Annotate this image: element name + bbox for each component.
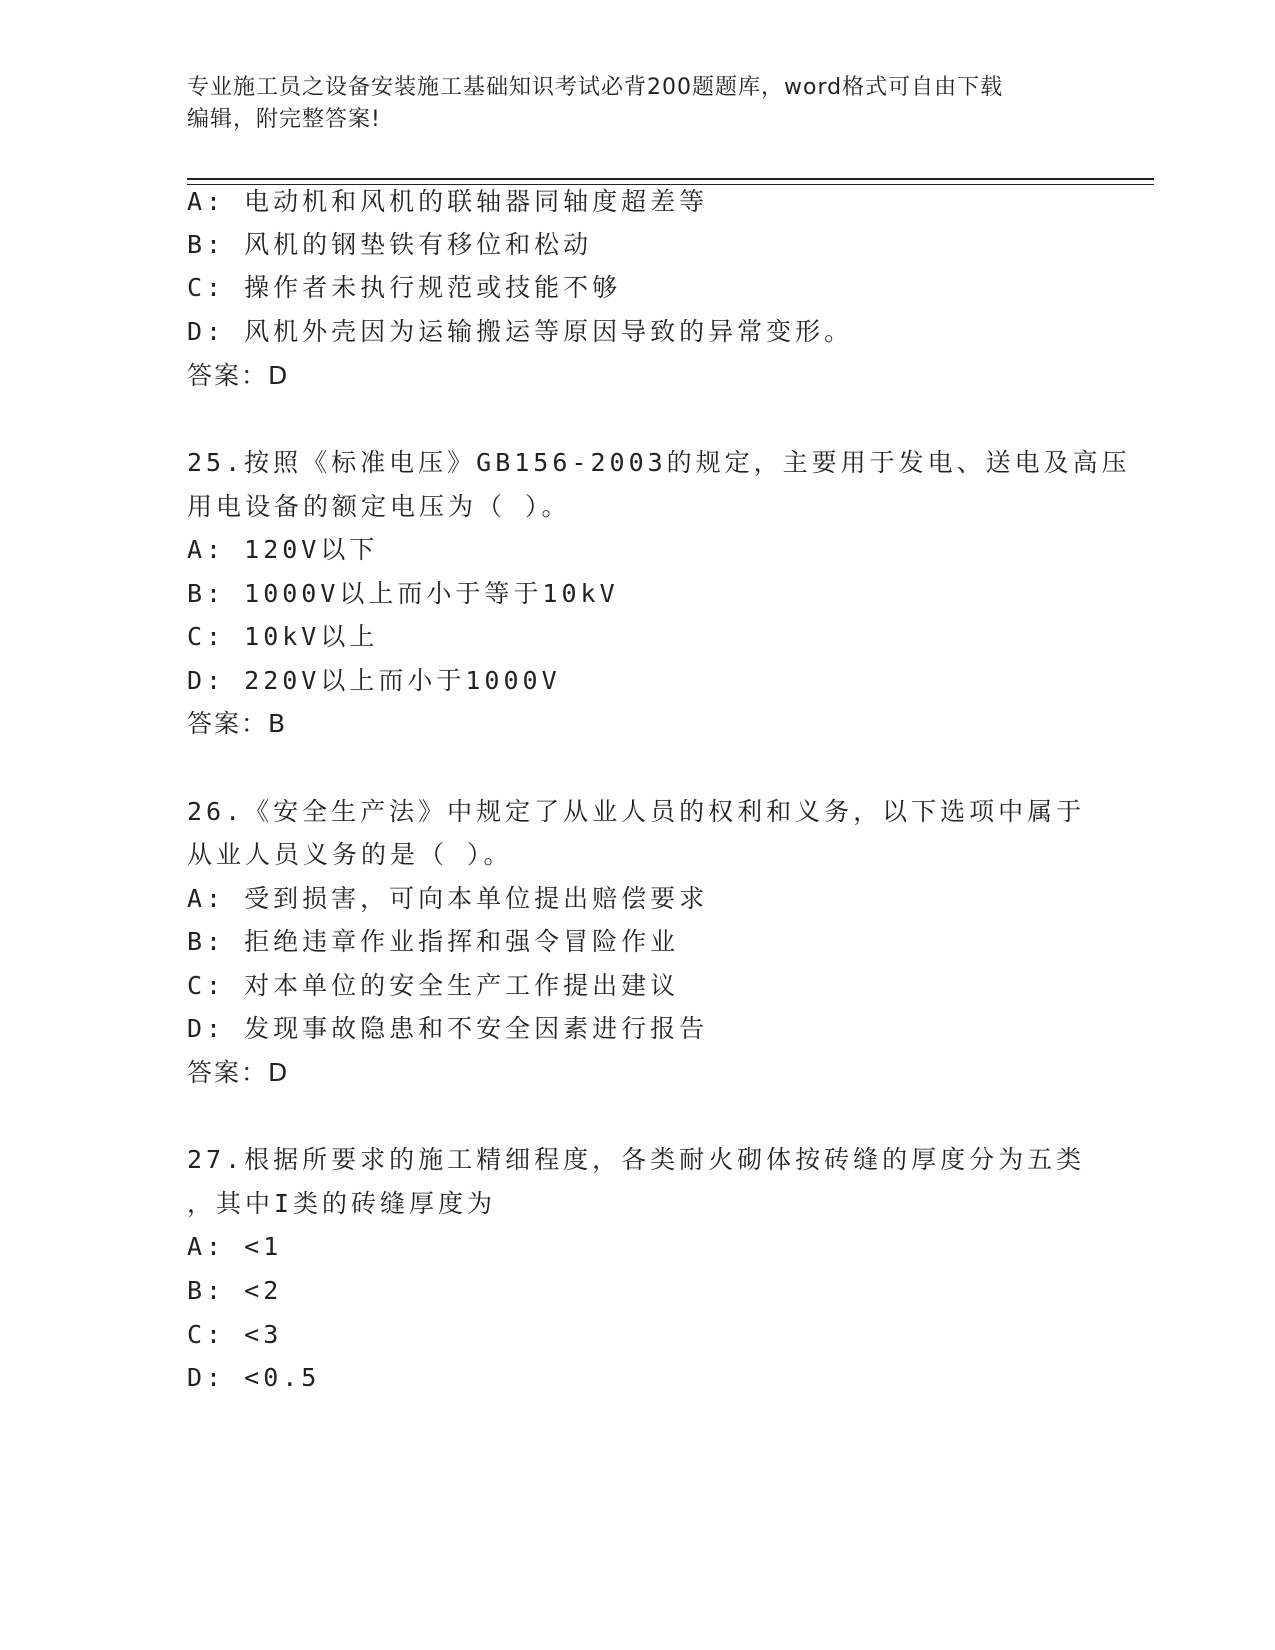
header-title-line-2: 编辑，附完整答案! [187,107,381,132]
q26-stem-line-1: 26.《安全生产法》中规定了从业人员的权利和义务，以下选项中属于 [187,797,1086,826]
q24-answer: 答案：D [187,361,290,390]
q27-option-a: A: <1 [187,1232,283,1261]
q27-stem-line-1: 27.根据所要求的施工精细程度，各类耐火砌体按砖缝的厚度分为五类 [187,1145,1086,1174]
q26-option-a: A: 受到损害，可向本单位提出赔偿要求 [187,884,709,913]
header-title-line-1: 专业施工员之设备安装施工基础知识考试必背200题题库，word格式可自由下载 [187,75,1004,100]
q25-option-a: A: 120V以下 [187,535,379,564]
q24-option-b: B: 风机的钢垫铁有移位和松动 [187,230,593,259]
q27-option-d: D: <0.5 [187,1363,321,1392]
q24-option-d: D: 风机外壳因为运输搬运等原因导致的异常变形。 [187,317,854,346]
q26-option-b: B: 拒绝违章作业指挥和强令冒险作业 [187,927,680,956]
q25-answer: 答案：B [187,709,288,738]
q24-option-a: A: 电动机和风机的联轴器同轴度超差等 [187,187,709,216]
q25-option-c: C: 10kV以上 [187,622,379,651]
q24-option-c: C: 操作者未执行规范或技能不够 [187,273,622,302]
q27-option-c: C: <3 [187,1320,283,1349]
document-header [187,72,1067,136]
q26-option-c: C: 对本单位的安全生产工作提出建议 [187,971,680,1000]
q25-option-d: D: 220V以上而小于1000V [187,666,561,695]
q27-option-b: B: <2 [187,1276,283,1305]
q25-stem-line-1: 25.按照《标准电压》GB156-2003的规定，主要用于发电、送电及高压 [187,448,1131,477]
q25-option-b: B: 1000V以上而小于等于10kV [187,579,619,608]
q26-stem-line-2: 从业人员义务的是（ ）。 [187,840,513,869]
q26-option-d: D: 发现事故隐患和不安全因素进行报告 [187,1014,709,1043]
q26-answer: 答案：D [187,1058,290,1087]
header-divider-thick [187,178,1154,180]
q27-stem-line-2: ，其中I类的砖缝厚度为 [187,1189,497,1218]
q25-stem-line-2: 用电设备的额定电压为（ ）。 [187,492,571,521]
